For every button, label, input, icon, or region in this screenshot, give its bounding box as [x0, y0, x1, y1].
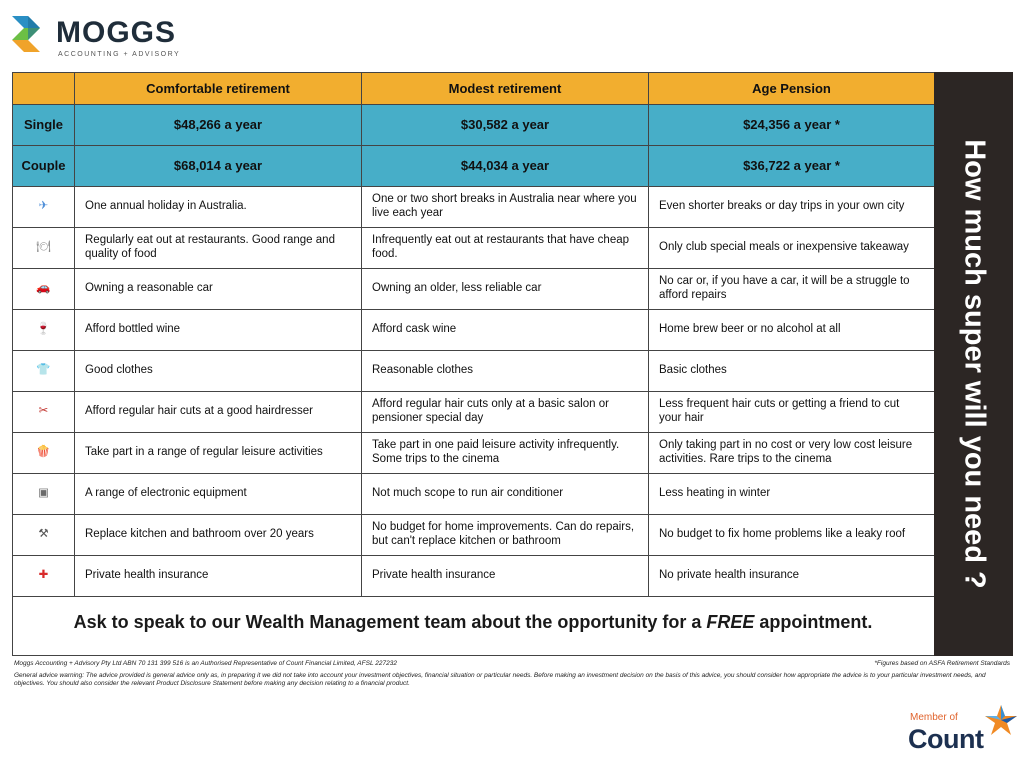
- row-cell: Afford regular hair cuts only at a basic salon or pensioner special day: [362, 392, 649, 433]
- microwave-icon: ▣: [38, 487, 49, 500]
- row-icon-cell: [13, 310, 75, 351]
- popcorn-icon: 🍿: [36, 446, 51, 459]
- tools-icon: ⚒: [38, 528, 49, 541]
- table-row: [13, 187, 935, 228]
- table-row: [13, 433, 935, 474]
- row-cell: Regularly eat out at restaurants. Good range and quality of food: [75, 228, 362, 269]
- row-icon-cell: [13, 187, 75, 228]
- column-header: Modest retirement: [362, 73, 649, 105]
- table-row: [13, 556, 935, 597]
- row-icon-cell: [13, 433, 75, 474]
- moggs-logo: [10, 14, 210, 56]
- row-icon-cell: [13, 228, 75, 269]
- row-cell: Infrequently eat out at restaurants that have cheap food.: [362, 228, 649, 269]
- table-row: [13, 474, 935, 515]
- row-cell: Basic clothes: [649, 351, 935, 392]
- call-to-action: [12, 612, 934, 633]
- row-cell: Afford bottled wine: [75, 310, 362, 351]
- wine-glass-icon: 🍷: [36, 323, 51, 336]
- cta-text: Ask to speak to our Wealth Management team about the opportunity for a: [73, 612, 707, 632]
- plate-cutlery-icon: 🍽: [36, 241, 51, 254]
- row-icon-cell: [13, 269, 75, 310]
- row-cell: Less heating in winter: [649, 474, 935, 515]
- count-star-icon: [984, 704, 1018, 738]
- header-corner: [13, 73, 75, 105]
- row-cell: One or two short breaks in Australia near where you live each year: [362, 187, 649, 228]
- row-icon-cell: [13, 556, 75, 597]
- first-aid-icon: ✚: [38, 569, 49, 582]
- row-cell: Take part in a range of regular leisure activities: [75, 433, 362, 474]
- row-cell: Replace kitchen and bathroom over 20 years: [75, 515, 362, 556]
- band-value: $48,266 a year: [75, 105, 362, 146]
- table-row: [13, 269, 935, 310]
- row-cell: Private health insurance: [75, 556, 362, 597]
- band-value: $36,722 a year *: [649, 146, 935, 187]
- band-label: Couple: [13, 146, 75, 187]
- header-row: [13, 73, 935, 105]
- row-cell: No budget for home improvements. Can do repairs, but can't replace kitchen or bathroom: [362, 515, 649, 556]
- count-logo: [908, 704, 1020, 756]
- row-cell: No budget to fix home problems like a leaky roof: [649, 515, 935, 556]
- side-banner: [934, 72, 1013, 656]
- figures-note: *Figures based on ASFA Retirement Standards: [874, 660, 1010, 667]
- row-icon-cell: [13, 351, 75, 392]
- band-row-couple: [13, 146, 935, 187]
- row-cell: Less frequent hair cuts or getting a friend to cut your hair: [649, 392, 935, 433]
- table-row: [13, 228, 935, 269]
- table-row: [13, 310, 935, 351]
- brand-tagline: ACCOUNTING + ADVISORY: [58, 51, 181, 58]
- row-cell: No private health insurance: [649, 556, 935, 597]
- row-cell: Afford regular hair cuts at a good hairdresser: [75, 392, 362, 433]
- abn-note: Moggs Accounting + Advisory Pty Ltd ABN 70 131 399 516 is an Authorised Representative of Count Financial Limited, AFSL 227232: [14, 660, 397, 667]
- band-value: $44,034 a year: [362, 146, 649, 187]
- row-cell: Home brew beer or no alcohol at all: [649, 310, 935, 351]
- row-cell: Owning a reasonable car: [75, 269, 362, 310]
- row-cell: Not much scope to run air conditioner: [362, 474, 649, 515]
- car-icon: 🚗: [36, 282, 51, 295]
- band-row-single: [13, 105, 935, 146]
- cta-text-end: appointment.: [754, 612, 873, 632]
- band-value: $24,356 a year *: [649, 105, 935, 146]
- shirt-icon: 👕: [36, 364, 51, 377]
- row-icon-cell: [13, 474, 75, 515]
- row-cell: Even shorter breaks or day trips in your own city: [649, 187, 935, 228]
- advice-warning: General advice warning: The advice provided is general advice only as, in preparing it we did not take into account your investment objectives, financial situation or particular needs. Before making an investment decision on the basis of this advice, you should consider how appropriate the advice is to your particular investment needs, and objectives. You should also consider the relevant Product Disclosure Statement before making any decision relating to a financial product.: [14, 672, 986, 688]
- row-cell: Owning an older, less reliable car: [362, 269, 649, 310]
- band-value: $30,582 a year: [362, 105, 649, 146]
- moggs-logo-mark-icon: [10, 14, 50, 56]
- row-cell: Take part in one paid leisure activity infrequently. Some trips to the cinema: [362, 433, 649, 474]
- column-header: Comfortable retirement: [75, 73, 362, 105]
- cta-emphasis: FREE: [706, 612, 755, 632]
- member-of-label: Member of: [910, 712, 958, 723]
- row-icon-cell: [13, 515, 75, 556]
- row-cell: A range of electronic equipment: [75, 474, 362, 515]
- row-cell: Afford cask wine: [362, 310, 649, 351]
- row-cell: No car or, if you have a car, it will be a struggle to afford repairs: [649, 269, 935, 310]
- brand-name: MOGGS: [56, 16, 177, 49]
- table-row: [13, 515, 935, 556]
- scissors-icon: ✂: [38, 405, 49, 418]
- row-cell: Only taking part in no cost or very low cost leisure activities. Rare trips to the cinema: [649, 433, 935, 474]
- row-cell: Good clothes: [75, 351, 362, 392]
- row-icon-cell: [13, 392, 75, 433]
- airplane-icon: ✈: [38, 200, 49, 213]
- table-row: [13, 351, 935, 392]
- row-cell: Reasonable clothes: [362, 351, 649, 392]
- band-value: $68,014 a year: [75, 146, 362, 187]
- retirement-table: [12, 72, 935, 597]
- row-cell: One annual holiday in Australia.: [75, 187, 362, 228]
- row-cell: Only club special meals or inexpensive takeaway: [649, 228, 935, 269]
- column-header: Age Pension: [649, 73, 935, 105]
- row-cell: Private health insurance: [362, 556, 649, 597]
- table-row: [13, 392, 935, 433]
- count-wordmark: Count: [908, 724, 984, 754]
- side-heading: How much super will you need ?: [958, 139, 990, 589]
- band-label: Single: [13, 105, 75, 146]
